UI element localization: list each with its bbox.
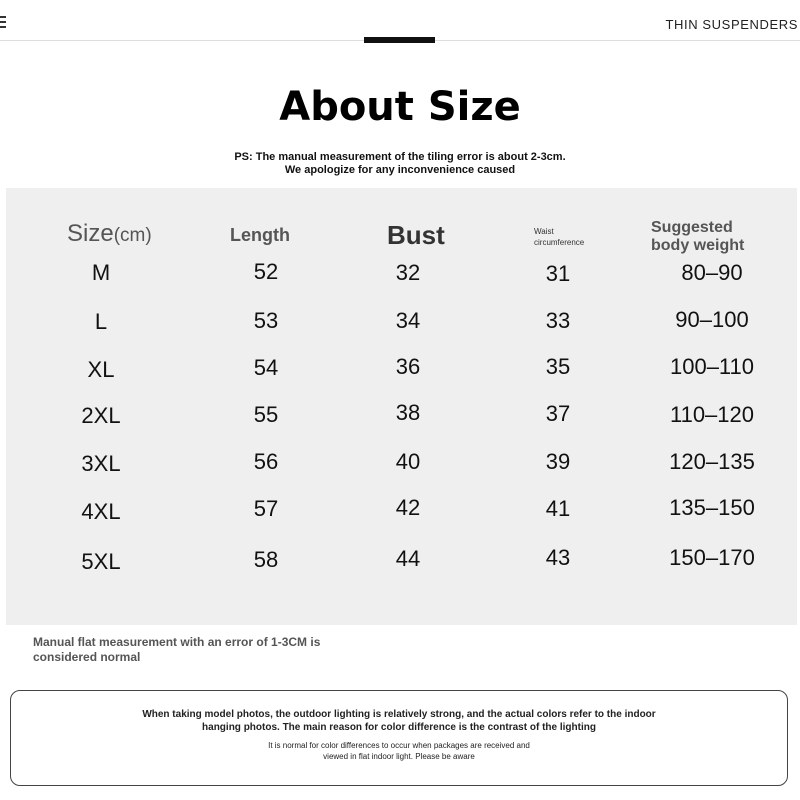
cell-size: XL (87, 357, 115, 382)
cell-bust: 40 (395, 449, 421, 474)
cell-length: 57 (253, 496, 279, 521)
cell-weight: 120–135 (669, 449, 755, 474)
cell-size: 5XL (81, 549, 121, 574)
cell-bust: 32 (395, 260, 421, 285)
cell-size: L (94, 309, 108, 334)
header-size: Size(cm) (67, 220, 152, 247)
cell-weight: 135–150 (669, 495, 755, 520)
cell-bust: 42 (395, 495, 421, 520)
menu-icon[interactable] (0, 16, 8, 28)
cell-size: 3XL (81, 451, 121, 476)
cell-size: 2XL (81, 403, 121, 428)
measurement-note: Manual flat measurement with an error of 1-3CM is considered normal (33, 635, 321, 664)
cell-waist: 31 (545, 261, 571, 286)
size-table (6, 188, 797, 625)
brand-name: THIN SUSPENDERS (665, 17, 798, 32)
cell-length: 53 (253, 308, 279, 333)
cell-weight: 80–90 (681, 260, 743, 285)
cell-weight: 100–110 (669, 354, 754, 379)
cell-waist: 35 (545, 354, 571, 379)
cell-bust: 34 (395, 308, 421, 333)
cell-weight: 110–120 (669, 402, 754, 427)
cell-size: M (91, 260, 111, 285)
cell-bust: 36 (395, 354, 421, 379)
color-notice-box (10, 690, 788, 786)
cell-bust: 44 (395, 546, 421, 571)
header-indicator (364, 37, 435, 43)
cell-waist: 33 (545, 308, 571, 333)
cell-length: 52 (253, 259, 279, 284)
header-waist: Waist circumference (534, 227, 585, 247)
ps-note: PS: The manual measurement of the tiling error is about 2-3cm. We apologize for any inconvenience caused (234, 151, 566, 176)
cell-length: 58 (253, 547, 279, 572)
cell-waist: 39 (545, 449, 571, 474)
header-bust: Bust (387, 220, 445, 250)
cell-waist: 41 (545, 496, 571, 521)
header-length: Length (230, 225, 290, 245)
color-notice-secondary: It is normal for color differences to occur when packages are received and viewed in flat indoor light. Please be aware (268, 741, 530, 761)
cell-size: 4XL (81, 499, 121, 524)
cell-waist: 37 (545, 401, 571, 426)
cell-length: 56 (253, 449, 279, 474)
header-weight: Suggested body weight (651, 219, 745, 254)
cell-bust: 38 (395, 400, 421, 425)
cell-length: 55 (253, 402, 279, 427)
cell-waist: 43 (545, 545, 571, 570)
cell-weight: 150–170 (669, 545, 755, 570)
page-title: About Size (279, 84, 521, 130)
cell-length: 54 (253, 355, 279, 380)
color-notice-main: When taking model photos, the outdoor lighting is relatively strong, and the actual colors refer to the indoor hanging photos. The main reason for color difference is the contrast of the lighting (142, 709, 656, 733)
cell-weight: 90–100 (675, 307, 749, 332)
